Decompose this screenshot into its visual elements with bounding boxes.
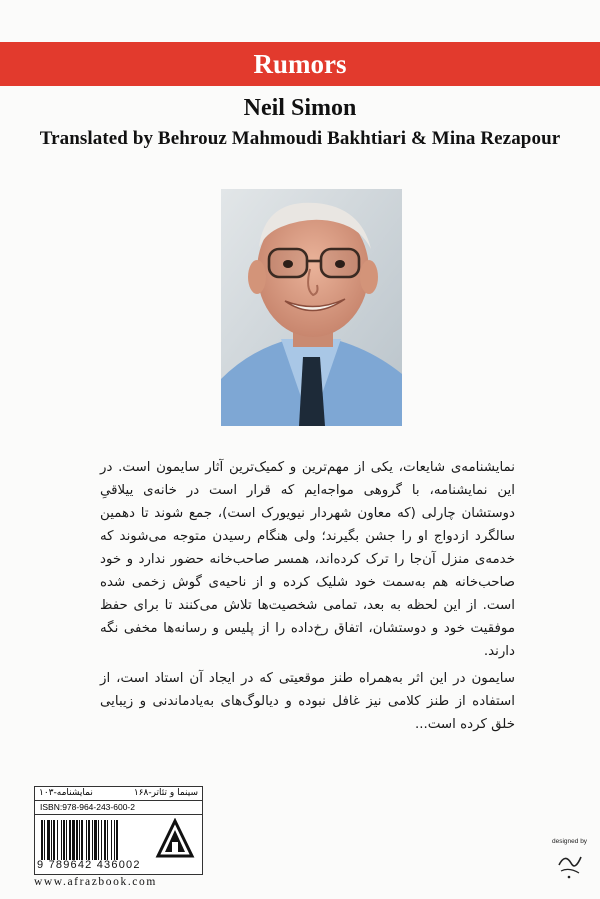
designed-by-label: designed by — [552, 838, 588, 845]
barcode-number: 9 789642 436002 — [37, 859, 141, 871]
isbn-number: ISBN:978-964-243-600-2 — [40, 802, 135, 812]
series-playscript: نمایشنامه-۱۰۳ — [39, 788, 93, 798]
author-photo — [221, 189, 402, 426]
afraz-logo-icon — [154, 818, 196, 860]
barcode — [41, 820, 147, 862]
book-title: Rumors — [253, 49, 347, 79]
book-description — [100, 456, 515, 736]
title-banner — [0, 42, 600, 86]
designer-signature-icon — [555, 847, 585, 881]
description-paragraph-1: نمایشنامه‌ی شایعات، یکی از مهم‌ترین و کمیک‌ترین آثار سایمون است. در این نمایشنامه، با گروهی مواجه‌ایم که قرار است در خانه‌ی ییلاقیِ دوستشان چارلی (که معاون شهردار نیویورک است)، جمع شوند تا دهمین سالگرد ازدواج او را جشن بگیرند؛ ولی هنگام رسیدن متوجه می‌شوند که خدمه‌ی منزل آن‌جا را ترک کرده‌اند، همسر صاحب‌خانه حضور ندارد و خود صاحب‌خانه هم به‌سمت خود شلیک کرده و از ناحیه‌ی گوش زخمی شده است. از این لحظه به بعد، تمامی شخصیت‌ها تلاش می‌کنند تا برای حفظ موفقیت خود و دوستشان، اتفاق رخ‌داده را از پلیس و رسانه‌ها مخفی نگه دارند. — [100, 460, 515, 659]
description-paragraph-2: سایمون در این اثر به‌همراه طنز موقعیتی که در ایجاد آن استاد است، از استفاده از طنز کلامی نیز غافل نبوده و دیالوگ‌های به‌یادماندنی و زیبایی خلق کرده است... — [100, 671, 515, 732]
author-name: Neil Simon — [243, 95, 357, 121]
series-row — [35, 787, 202, 801]
publisher-website: www.afrazbook.com — [34, 876, 157, 888]
isbn-row — [35, 801, 202, 815]
imprint-box — [34, 786, 203, 875]
translators-line: Translated by Behrouz Mahmoudi Bakhtiari & Mina Rezapour — [39, 128, 561, 149]
series-cinema-theatre: سینما و تئاتر-۱۶۸ — [133, 788, 198, 798]
